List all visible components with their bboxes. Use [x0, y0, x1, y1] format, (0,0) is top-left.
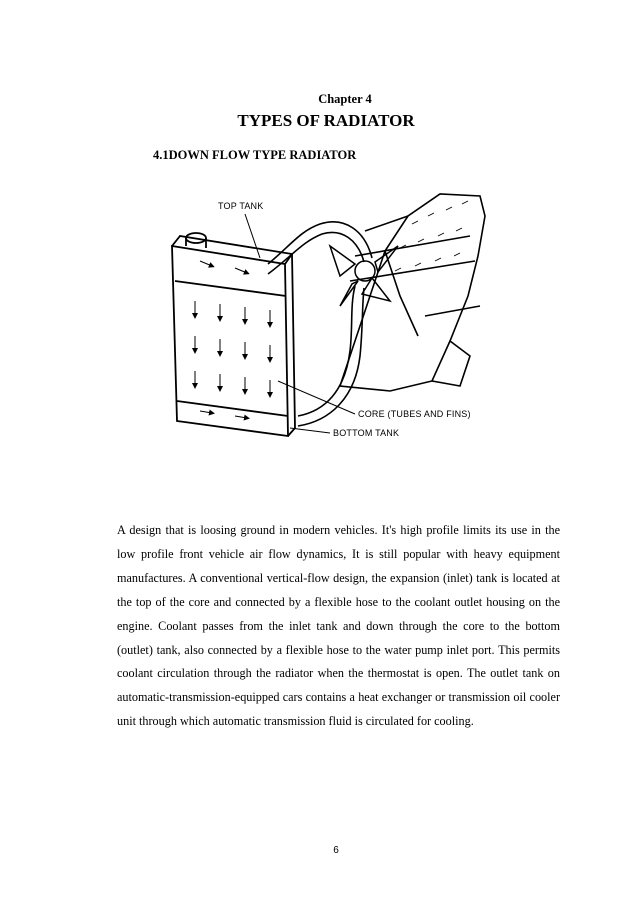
page-number: 6 [333, 845, 339, 856]
body-paragraph: A design that is loosing ground in modern vehicles. It's high profile limits its use in the low profile front vehicle air flow dynamics, It is still popular with heavy equipment manufactures. A conventional vertical-flow design, the expansion (inlet) tank is located at the top of the core and connected by a flexible hose to the coolant outlet housing on the engine. Coolant passes from the inlet tank and down through the core to the bottom (outlet) tank, also connected by a flexible hose to the water pump inlet port. This permits coolant circulation through the radiator when the thermostat is open. The outlet tank on automatic-transmission-equipped cars contains a heat exchanger or transmission oil cooler unit through which automatic transmission fluid is circulated for cooling. [117, 523, 560, 729]
top-tank-label: TOP TANK [218, 201, 264, 211]
engine-block [340, 194, 485, 391]
page-title: TYPES OF RADIATOR [237, 111, 415, 130]
radiator-diagram [150, 176, 490, 466]
section-heading: 4.1DOWN FLOW TYPE RADIATOR [153, 148, 357, 162]
radiator-core [172, 233, 295, 436]
chapter-label: Chapter 4 [318, 92, 372, 106]
bottom-tank-label: BOTTOM TANK [333, 428, 400, 438]
radiator-figure [150, 176, 490, 466]
core-label: CORE (TUBES AND FINS) [358, 409, 471, 419]
